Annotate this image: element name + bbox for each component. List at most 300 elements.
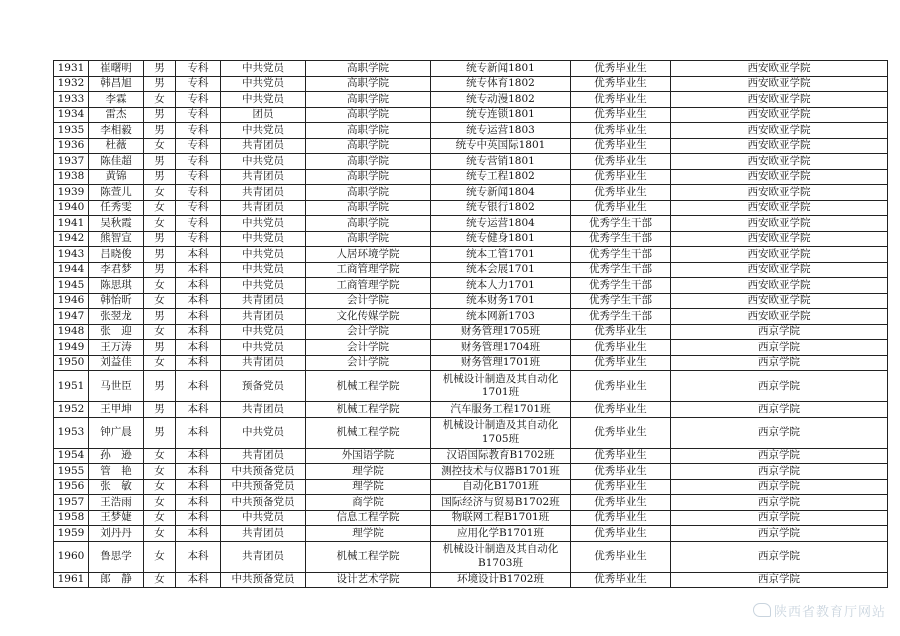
cell-gender: 男 <box>144 123 176 139</box>
cell-award: 优秀毕业生 <box>571 324 671 340</box>
cell-index: 1936 <box>54 138 89 154</box>
cell-gender: 女 <box>144 324 176 340</box>
cell-class: 测控技术与仪器B1701班 <box>431 464 571 480</box>
cell-class: 汉语国际教育B1702班 <box>431 448 571 464</box>
cell-award: 优秀毕业生 <box>571 355 671 371</box>
cell-award: 优秀毕业生 <box>571 200 671 216</box>
cell-political-status: 团员 <box>221 107 306 123</box>
cell-political-status: 共青团员 <box>221 402 306 418</box>
table-row <box>54 278 888 294</box>
cell-political-status: 共青团员 <box>221 169 306 185</box>
cell-school: 西安欧亚学院 <box>671 216 888 232</box>
cell-political-status: 中共党员 <box>221 123 306 139</box>
cell-name: 王浩雨 <box>89 495 144 511</box>
cell-name: 吕晓俊 <box>89 247 144 263</box>
cell-political-status: 共青团员 <box>221 309 306 325</box>
cell-political-status: 共青团员 <box>221 200 306 216</box>
cell-gender: 女 <box>144 92 176 108</box>
cell-name: 郎 静 <box>89 572 144 588</box>
cell-school: 西安欧亚学院 <box>671 154 888 170</box>
cell-political-status: 共青团员 <box>221 526 306 542</box>
cell-index: 1940 <box>54 200 89 216</box>
table-row <box>54 185 888 201</box>
cell-education: 本科 <box>176 278 221 294</box>
cell-education: 本科 <box>176 324 221 340</box>
cell-education: 本科 <box>176 526 221 542</box>
cell-college: 高职学院 <box>306 76 431 92</box>
cell-political-status: 中共预备党员 <box>221 572 306 588</box>
cell-index: 1954 <box>54 448 89 464</box>
cell-school: 西京学院 <box>671 572 888 588</box>
table-row <box>54 541 888 572</box>
cell-name: 钟广晨 <box>89 417 144 448</box>
cell-college: 高职学院 <box>306 216 431 232</box>
cell-political-status: 共青团员 <box>221 448 306 464</box>
cell-class: 统专运营1804 <box>431 216 571 232</box>
cell-education: 专科 <box>176 123 221 139</box>
cell-name: 刘益佳 <box>89 355 144 371</box>
cell-education: 专科 <box>176 61 221 77</box>
cell-gender: 女 <box>144 355 176 371</box>
cell-index: 1947 <box>54 309 89 325</box>
cell-college: 高职学院 <box>306 61 431 77</box>
cell-gender: 男 <box>144 417 176 448</box>
cell-school: 西京学院 <box>671 464 888 480</box>
cell-school: 西京学院 <box>671 355 888 371</box>
cell-school: 西京学院 <box>671 495 888 511</box>
cell-gender: 男 <box>144 402 176 418</box>
cell-award: 优秀毕业生 <box>571 340 671 356</box>
cell-school: 西京学院 <box>671 541 888 572</box>
cell-award: 优秀学生干部 <box>571 231 671 247</box>
cell-political-status: 共青团员 <box>221 541 306 572</box>
table-row <box>54 371 888 402</box>
cell-class: 物联网工程B1701班 <box>431 510 571 526</box>
cell-index: 1943 <box>54 247 89 263</box>
cell-name: 鲁思学 <box>89 541 144 572</box>
cell-index: 1958 <box>54 510 89 526</box>
cell-award: 优秀毕业生 <box>571 61 671 77</box>
table-row <box>54 262 888 278</box>
cell-school: 西安欧亚学院 <box>671 123 888 139</box>
cell-class: 统本会展1701 <box>431 262 571 278</box>
cell-class: 统专营销1801 <box>431 154 571 170</box>
cell-class: 统本工管1701 <box>431 247 571 263</box>
table-row <box>54 231 888 247</box>
cell-class: 统专动漫1802 <box>431 92 571 108</box>
cell-index: 1951 <box>54 371 89 402</box>
cell-name: 任秀雯 <box>89 200 144 216</box>
cell-award: 优秀学生干部 <box>571 293 671 309</box>
cell-award: 优秀毕业生 <box>571 107 671 123</box>
cell-gender: 女 <box>144 526 176 542</box>
table-row <box>54 169 888 185</box>
cell-political-status: 中共党员 <box>221 231 306 247</box>
cell-education: 本科 <box>176 510 221 526</box>
cell-class: 统专工程1802 <box>431 169 571 185</box>
cell-gender: 女 <box>144 293 176 309</box>
watermark <box>753 601 886 620</box>
cell-school: 西京学院 <box>671 371 888 402</box>
cell-college: 商学院 <box>306 495 431 511</box>
cell-name: 刘丹丹 <box>89 526 144 542</box>
cell-index: 1937 <box>54 154 89 170</box>
cell-political-status: 中共预备党员 <box>221 464 306 480</box>
cell-index: 1956 <box>54 479 89 495</box>
cell-gender: 女 <box>144 138 176 154</box>
cell-gender: 女 <box>144 216 176 232</box>
cell-award: 优秀毕业生 <box>571 371 671 402</box>
cell-award: 优秀毕业生 <box>571 76 671 92</box>
cell-index: 1953 <box>54 417 89 448</box>
cell-college: 理学院 <box>306 479 431 495</box>
cell-education: 本科 <box>176 448 221 464</box>
cell-index: 1931 <box>54 61 89 77</box>
cell-college: 机械工程学院 <box>306 371 431 402</box>
cell-name: 李相毅 <box>89 123 144 139</box>
cell-college: 机械工程学院 <box>306 417 431 448</box>
cell-gender: 女 <box>144 278 176 294</box>
cell-name: 熊智宣 <box>89 231 144 247</box>
cell-index: 1957 <box>54 495 89 511</box>
cell-college: 高职学院 <box>306 138 431 154</box>
cell-college: 高职学院 <box>306 107 431 123</box>
cell-school: 西京学院 <box>671 340 888 356</box>
cell-school: 西安欧亚学院 <box>671 247 888 263</box>
cell-college: 高职学院 <box>306 231 431 247</box>
cell-name: 李霖 <box>89 92 144 108</box>
cell-political-status: 共青团员 <box>221 293 306 309</box>
table-row <box>54 92 888 108</box>
cell-index: 1944 <box>54 262 89 278</box>
cell-class: 机械设计制造及其自动化1701班 <box>431 371 571 402</box>
cell-class: 财务管理1704班 <box>431 340 571 356</box>
cell-college: 机械工程学院 <box>306 541 431 572</box>
cell-award: 优秀毕业生 <box>571 154 671 170</box>
cell-education: 专科 <box>176 185 221 201</box>
cell-education: 本科 <box>176 293 221 309</box>
cell-index: 1939 <box>54 185 89 201</box>
cell-name: 韩昌旭 <box>89 76 144 92</box>
cell-political-status: 中共党员 <box>221 417 306 448</box>
cell-education: 专科 <box>176 92 221 108</box>
cell-class: 财务管理1705班 <box>431 324 571 340</box>
cell-education: 专科 <box>176 76 221 92</box>
cell-school: 西京学院 <box>671 324 888 340</box>
cell-class: 环境设计B1702班 <box>431 572 571 588</box>
cell-name: 雷杰 <box>89 107 144 123</box>
cell-award: 优秀毕业生 <box>571 185 671 201</box>
cell-name: 陈佳超 <box>89 154 144 170</box>
cell-index: 1960 <box>54 541 89 572</box>
cell-political-status: 预备党员 <box>221 371 306 402</box>
table-row <box>54 355 888 371</box>
cell-education: 专科 <box>176 216 221 232</box>
cell-class: 国际经济与贸易B1702班 <box>431 495 571 511</box>
cell-political-status: 中共党员 <box>221 510 306 526</box>
honor-list-table <box>53 60 888 588</box>
cell-index: 1955 <box>54 464 89 480</box>
cell-index: 1932 <box>54 76 89 92</box>
cell-gender: 男 <box>144 247 176 263</box>
cell-political-status: 中共党员 <box>221 216 306 232</box>
cell-class: 汽车服务工程1701班 <box>431 402 571 418</box>
cell-college: 人居环境学院 <box>306 247 431 263</box>
cell-school: 西安欧亚学院 <box>671 92 888 108</box>
cell-name: 韩怡昕 <box>89 293 144 309</box>
table-body <box>54 61 888 588</box>
cell-name: 李君梦 <box>89 262 144 278</box>
cell-college: 文化传媒学院 <box>306 309 431 325</box>
cell-award: 优秀学生干部 <box>571 247 671 263</box>
cell-school: 西安欧亚学院 <box>671 278 888 294</box>
cell-school: 西京学院 <box>671 479 888 495</box>
table-row <box>54 247 888 263</box>
cell-political-status: 中共党员 <box>221 92 306 108</box>
cell-gender: 女 <box>144 185 176 201</box>
cell-college: 理学院 <box>306 464 431 480</box>
cell-education: 专科 <box>176 154 221 170</box>
cell-school: 西京学院 <box>671 526 888 542</box>
cell-political-status: 中共预备党员 <box>221 495 306 511</box>
cell-class: 统专新闻1804 <box>431 185 571 201</box>
table-row <box>54 572 888 588</box>
cell-gender: 女 <box>144 464 176 480</box>
cell-political-status: 中共党员 <box>221 247 306 263</box>
cell-gender: 男 <box>144 107 176 123</box>
cell-education: 专科 <box>176 200 221 216</box>
table-row <box>54 448 888 464</box>
cell-name: 王甲坤 <box>89 402 144 418</box>
cell-school: 西京学院 <box>671 402 888 418</box>
cell-index: 1961 <box>54 572 89 588</box>
cell-class: 统本财务1701 <box>431 293 571 309</box>
cell-school: 西安欧亚学院 <box>671 76 888 92</box>
cell-award: 优秀毕业生 <box>571 526 671 542</box>
cell-name: 陈萱儿 <box>89 185 144 201</box>
cell-school: 西安欧亚学院 <box>671 185 888 201</box>
cell-gender: 女 <box>144 541 176 572</box>
cell-name: 陈思琪 <box>89 278 144 294</box>
cell-political-status: 共青团员 <box>221 355 306 371</box>
cell-class: 统专新闻1801 <box>431 61 571 77</box>
cell-gender: 女 <box>144 495 176 511</box>
cell-name: 马世臣 <box>89 371 144 402</box>
cell-award: 优秀学生干部 <box>571 278 671 294</box>
cell-college: 设计艺术学院 <box>306 572 431 588</box>
cell-college: 理学院 <box>306 526 431 542</box>
cell-class: 应用化学B1701班 <box>431 526 571 542</box>
cell-class: 机械设计制造及其自动化1705班 <box>431 417 571 448</box>
cell-school: 西安欧亚学院 <box>671 138 888 154</box>
cell-college: 会计学院 <box>306 355 431 371</box>
cell-college: 会计学院 <box>306 340 431 356</box>
cell-name: 黄锦 <box>89 169 144 185</box>
cell-education: 本科 <box>176 495 221 511</box>
cell-education: 本科 <box>176 309 221 325</box>
cell-political-status: 共青团员 <box>221 185 306 201</box>
table-row <box>54 154 888 170</box>
cell-index: 1938 <box>54 169 89 185</box>
table-row <box>54 76 888 92</box>
cell-political-status: 中共党员 <box>221 324 306 340</box>
cell-award: 优秀毕业生 <box>571 123 671 139</box>
cell-political-status: 中共党员 <box>221 154 306 170</box>
cell-college: 高职学院 <box>306 92 431 108</box>
cell-class: 统专健身1801 <box>431 231 571 247</box>
cell-class: 统专连锁1801 <box>431 107 571 123</box>
table-row <box>54 464 888 480</box>
table-row <box>54 526 888 542</box>
cell-education: 本科 <box>176 541 221 572</box>
cell-college: 工商管理学院 <box>306 278 431 294</box>
cell-education: 本科 <box>176 262 221 278</box>
table-row <box>54 138 888 154</box>
table-row <box>54 216 888 232</box>
table-row <box>54 510 888 526</box>
cell-gender: 女 <box>144 479 176 495</box>
cell-education: 本科 <box>176 572 221 588</box>
cell-index: 1952 <box>54 402 89 418</box>
cell-gender: 女 <box>144 200 176 216</box>
cell-index: 1946 <box>54 293 89 309</box>
cloud-logo-icon <box>753 603 771 617</box>
cell-political-status: 共青团员 <box>221 138 306 154</box>
cell-award: 优秀毕业生 <box>571 495 671 511</box>
cell-school: 西安欧亚学院 <box>671 200 888 216</box>
cell-name: 王梦婕 <box>89 510 144 526</box>
cell-gender: 男 <box>144 309 176 325</box>
cell-name: 崔曙明 <box>89 61 144 77</box>
cell-class: 统本人力1701 <box>431 278 571 294</box>
cell-gender: 女 <box>144 572 176 588</box>
cell-education: 本科 <box>176 247 221 263</box>
cell-award: 优秀毕业生 <box>571 92 671 108</box>
cell-education: 专科 <box>176 107 221 123</box>
cell-education: 本科 <box>176 371 221 402</box>
cell-name: 张翌龙 <box>89 309 144 325</box>
cell-class: 财务管理1701班 <box>431 355 571 371</box>
cell-education: 本科 <box>176 479 221 495</box>
table-row <box>54 495 888 511</box>
cell-index: 1934 <box>54 107 89 123</box>
cell-gender: 男 <box>144 231 176 247</box>
cell-political-status: 中共党员 <box>221 76 306 92</box>
cell-award: 优秀毕业生 <box>571 402 671 418</box>
cell-name: 管 艳 <box>89 464 144 480</box>
cell-gender: 男 <box>144 61 176 77</box>
table-row <box>54 200 888 216</box>
cell-class: 自动化B1701班 <box>431 479 571 495</box>
cell-gender: 男 <box>144 76 176 92</box>
cell-education: 本科 <box>176 340 221 356</box>
table-row <box>54 61 888 77</box>
table-row <box>54 123 888 139</box>
cell-class: 统本网新1703 <box>431 309 571 325</box>
cell-school: 西安欧亚学院 <box>671 61 888 77</box>
table-row <box>54 417 888 448</box>
table-row <box>54 324 888 340</box>
cell-index: 1933 <box>54 92 89 108</box>
cell-school: 西京学院 <box>671 417 888 448</box>
cell-political-status: 中共党员 <box>221 262 306 278</box>
cell-college: 高职学院 <box>306 169 431 185</box>
watermark-text: 陕西省教育厅网站 <box>773 605 886 620</box>
cell-class: 统专银行1802 <box>431 200 571 216</box>
cell-gender: 男 <box>144 371 176 402</box>
cell-education: 专科 <box>176 169 221 185</box>
cell-index: 1942 <box>54 231 89 247</box>
cell-name: 张 迎 <box>89 324 144 340</box>
cell-index: 1948 <box>54 324 89 340</box>
cell-school: 西京学院 <box>671 510 888 526</box>
cell-name: 吴秋霞 <box>89 216 144 232</box>
cell-name: 王万涛 <box>89 340 144 356</box>
cell-class: 机械设计制造及其自动化B1703班 <box>431 541 571 572</box>
cell-award: 优秀毕业生 <box>571 464 671 480</box>
cell-education: 专科 <box>176 231 221 247</box>
cell-award: 优秀毕业生 <box>571 479 671 495</box>
cell-award: 优秀毕业生 <box>571 541 671 572</box>
cell-index: 1945 <box>54 278 89 294</box>
cell-gender: 女 <box>144 510 176 526</box>
cell-index: 1950 <box>54 355 89 371</box>
cell-gender: 女 <box>144 448 176 464</box>
cell-name: 张 敏 <box>89 479 144 495</box>
cell-gender: 男 <box>144 169 176 185</box>
cell-gender: 男 <box>144 340 176 356</box>
cell-index: 1941 <box>54 216 89 232</box>
cell-school: 西安欧亚学院 <box>671 231 888 247</box>
table-row <box>54 293 888 309</box>
cell-award: 优秀毕业生 <box>571 510 671 526</box>
cell-class: 统专中英国际1801 <box>431 138 571 154</box>
cell-college: 高职学院 <box>306 200 431 216</box>
cell-college: 高职学院 <box>306 185 431 201</box>
cell-college: 机械工程学院 <box>306 402 431 418</box>
cell-college: 外国语学院 <box>306 448 431 464</box>
cell-class: 统专运营1803 <box>431 123 571 139</box>
cell-award: 优秀学生干部 <box>571 262 671 278</box>
table-row <box>54 107 888 123</box>
cell-college: 高职学院 <box>306 154 431 170</box>
cell-political-status: 中共党员 <box>221 61 306 77</box>
cell-college: 高职学院 <box>306 123 431 139</box>
cell-school: 西安欧亚学院 <box>671 309 888 325</box>
cell-political-status: 中共党员 <box>221 340 306 356</box>
table-row <box>54 340 888 356</box>
cell-gender: 男 <box>144 262 176 278</box>
cell-political-status: 中共党员 <box>221 278 306 294</box>
cell-political-status: 中共预备党员 <box>221 479 306 495</box>
cell-award: 优秀学生干部 <box>571 309 671 325</box>
cell-award: 优秀毕业生 <box>571 448 671 464</box>
cell-education: 本科 <box>176 464 221 480</box>
cell-college: 会计学院 <box>306 293 431 309</box>
cell-award: 优秀毕业生 <box>571 572 671 588</box>
cell-school: 西京学院 <box>671 448 888 464</box>
cell-school: 西安欧亚学院 <box>671 169 888 185</box>
cell-index: 1935 <box>54 123 89 139</box>
cell-class: 统专体育1802 <box>431 76 571 92</box>
cell-school: 西安欧亚学院 <box>671 293 888 309</box>
cell-college: 工商管理学院 <box>306 262 431 278</box>
cell-award: 优秀毕业生 <box>571 169 671 185</box>
cell-gender: 男 <box>144 154 176 170</box>
cell-index: 1959 <box>54 526 89 542</box>
table-row <box>54 479 888 495</box>
cell-education: 本科 <box>176 402 221 418</box>
